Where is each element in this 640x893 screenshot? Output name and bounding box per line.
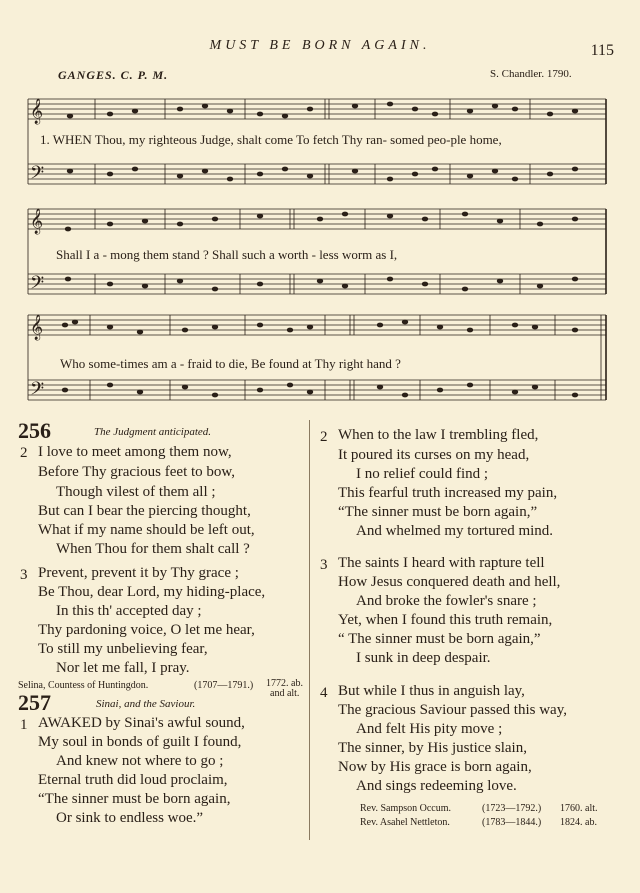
verse-line: The saints I heard with rapture tell xyxy=(338,555,545,571)
verse-line: And whelmed my tortured mind. xyxy=(356,523,554,539)
verse-line: “The sinner must be born again,” xyxy=(338,504,538,520)
stanza-num: 3 xyxy=(320,557,328,573)
verse-line: Or sink to endless woe.” xyxy=(56,810,204,826)
svg-text:𝄢: 𝄢 xyxy=(30,162,45,187)
hymn-256-title: The Judgment anticipated. xyxy=(94,426,212,438)
verse-line: But can I bear the piercing thought, xyxy=(38,503,251,519)
verse-line: I love to meet among them now, xyxy=(38,444,232,460)
hymn-256-year: 1772. ab. xyxy=(266,678,303,689)
page-number: 115 xyxy=(590,42,614,59)
svg-text:𝄞: 𝄞 xyxy=(30,98,44,123)
verse-line: Now by His grace is born again, xyxy=(338,759,532,775)
credit-dates: (1783—1844.) xyxy=(482,817,542,828)
svg-text:𝄞: 𝄞 xyxy=(30,208,44,233)
system-1-lyric: 1. WHEN Thou, my righteous Judge, shalt come To fetch Thy ran- somed peo-ple home, xyxy=(40,132,502,147)
svg-text:𝄞: 𝄞 xyxy=(30,314,44,339)
stanza-num: 3 xyxy=(20,567,28,583)
verse-line: But while I thus in anguish lay, xyxy=(338,683,525,699)
stanza-num: 1 xyxy=(20,717,28,733)
verse-line: When Thou for them shalt call ? xyxy=(56,541,250,557)
verse-line-rest: by Sinai's awful sound, xyxy=(101,715,245,731)
verse-line: I sunk in deep despair. xyxy=(356,650,491,666)
drop-word: AWAKED xyxy=(38,715,102,731)
stanza-num: 2 xyxy=(320,429,328,445)
verse-line: In this th' accepted day ; xyxy=(56,603,202,619)
verse-line: And sings redeeming love. xyxy=(356,778,517,794)
verse-line: Prevent, prevent it by Thy grace ; xyxy=(38,565,239,581)
verse-line: To still my unbelieving fear, xyxy=(38,641,208,657)
verse-line: And knew not where to go ; xyxy=(56,753,224,769)
svg-text:𝄢: 𝄢 xyxy=(30,378,45,403)
stanza-num: 2 xyxy=(20,445,28,461)
verse-line: It poured its curses on my head, xyxy=(338,447,530,463)
verse-line: And broke the fowler's snare ; xyxy=(356,593,537,609)
credit-dates: (1723—1792.) xyxy=(482,803,542,814)
verse-line: What if my name should be left out, xyxy=(38,522,255,538)
tune-name: GANGES. C. P. M. xyxy=(58,68,169,82)
running-header: MUST BE BORN AGAIN. xyxy=(209,38,431,53)
hymn-256-alt: and alt. xyxy=(270,688,300,699)
verse-line: I no relief could find ; xyxy=(356,466,489,482)
hymn-256-number: 256 xyxy=(18,418,51,443)
verse-line: The sinner, by His justice slain, xyxy=(338,740,527,756)
credit-note: 1760. alt. xyxy=(560,803,598,814)
hymn-256-author: Selina, Countess of Huntingdon. xyxy=(18,680,149,691)
verse-line: My soul in bonds of guilt I found, xyxy=(38,734,242,750)
credit-note: 1824. ab. xyxy=(560,817,597,828)
svg-text:𝄢: 𝄢 xyxy=(30,272,45,297)
verse-line: And felt His pity move ; xyxy=(356,721,503,737)
verse-line: Before Thy gracious feet to bow, xyxy=(38,464,236,480)
verse-line: “The sinner must be born again, xyxy=(38,791,231,807)
verse-line: How Jesus conquered death and hell, xyxy=(338,574,561,590)
verse-line: The gracious Saviour passed this way, xyxy=(338,702,567,718)
system-2-lyric: Shall I a - mong them stand ? Shall such a worth - less worm as I, xyxy=(56,247,398,262)
tune-composer: S. Chandler. 1790. xyxy=(490,68,572,80)
credit-author: Rev. Asahel Nettleton. xyxy=(360,817,450,828)
verse-line: Yet, when I found this truth remain, xyxy=(338,612,553,628)
verse-line: Eternal truth did loud proclaim, xyxy=(38,772,228,788)
verse-line: “ The sinner must be born again,” xyxy=(338,631,541,647)
system-3-lyric: Who some-times am a - fraid to die, Be found at Thy right hand ? xyxy=(60,356,401,371)
verse-line: Thy pardoning voice, O let me hear, xyxy=(38,622,255,638)
verse-line: Though vilest of them all ; xyxy=(56,484,216,500)
hymn-257-title: Sinai, and the Saviour. xyxy=(96,698,196,710)
verse-line xyxy=(38,715,245,732)
credit-author: Rev. Sampson Occum. xyxy=(360,803,452,814)
verse-line: Nor let me fall, I pray. xyxy=(56,660,190,676)
verse-line: This fearful truth increased my pain, xyxy=(338,485,558,501)
column-divider xyxy=(309,420,310,840)
verse-line: When to the law I trembling fled, xyxy=(338,427,539,443)
verse-line: Be Thou, dear Lord, my hiding-place, xyxy=(38,584,266,600)
hymn-256-author-dates: (1707—1791.) xyxy=(194,680,254,691)
stanza-num: 4 xyxy=(320,685,328,701)
hymn-257-number: 257 xyxy=(18,690,51,715)
